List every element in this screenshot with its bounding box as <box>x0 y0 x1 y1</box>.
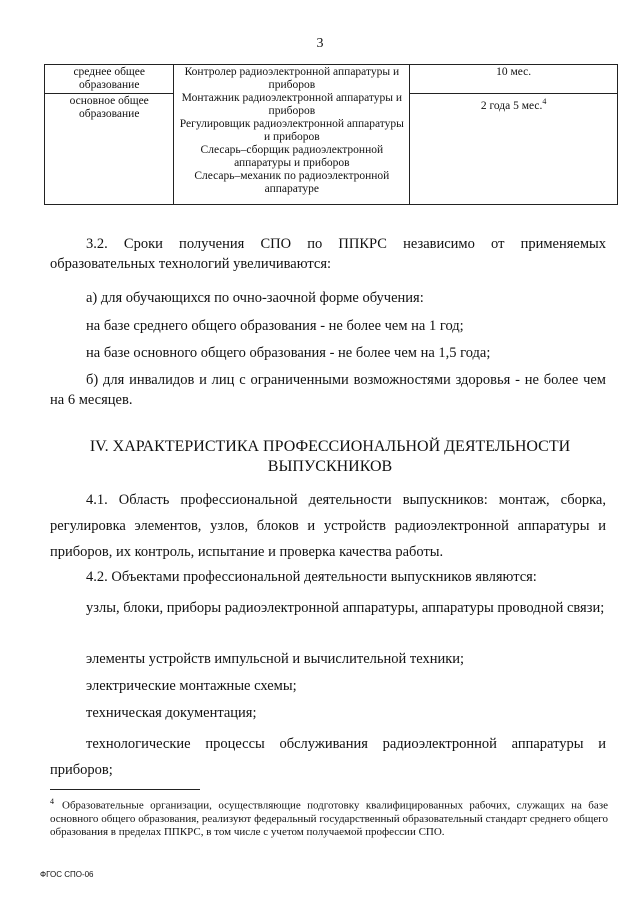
duration-cell: 10 мес. <box>410 65 618 94</box>
table-row <box>45 65 618 94</box>
paragraph-4-2-item: элементы устройств импульсной и вычислительной техники; <box>86 651 465 667</box>
document-footer: ФГОС СПО-06 <box>40 870 94 879</box>
paragraph-3-2-a-2: на базе основного общего образования - не более чем на 1,5 года; <box>86 345 491 361</box>
footnote-separator <box>50 789 200 790</box>
paragraph-4-1: 4.1. Область профессиональной деятельности выпускников: монтаж, сборка, регулировка элементов, узлов, блоков и устройств радиоэлектронной аппаратуры и приборов, их контроль, испытание и проверка качества работы. <box>50 492 606 560</box>
profession-item: Монтажник радиоэлектронной аппаратуры и приборов <box>181 92 403 117</box>
footnote-reference: 4 <box>542 97 547 106</box>
profession-item: Слесарь–сборщик радиоэлектронной аппаратуры и приборов <box>200 144 384 169</box>
footnote-text: Образовательные организации, осуществляющие подготовку квалифицированных рабочих, служащих на базе основного общего образования, реализуют федеральный государственный образовательный стандарт среднего общего образования в пределах ППКРС, в том числе с учетом получаемой профессии СПО. <box>50 799 608 838</box>
paragraph-3-2: 3.2. Сроки получения СПО по ППКРС независимо от применяемых образовательных технологий увеличиваются: <box>50 236 606 272</box>
professions-cell <box>174 65 410 205</box>
page-number: 3 <box>316 36 324 51</box>
paragraph-3-2-b: б) для инвалидов и лиц с ограниченными возможностями здоровья - не более чем на 6 месяцев. <box>50 372 606 408</box>
profession-item: Слесарь–механик по радиоэлектронной аппаратуре <box>194 170 390 195</box>
paragraph-3-2-a-1: на базе среднего общего образования - не более чем на 1 год; <box>86 318 464 334</box>
section-heading-line: IV. ХАРАКТЕРИСТИКА ПРОФЕССИОНАЛЬНОЙ ДЕЯТЕЛЬНОСТИ <box>89 438 571 455</box>
education-level-cell: среднее общее образование <box>45 65 174 94</box>
paragraph-4-2-item: технологические процессы обслуживания радиоэлектронной аппаратуры и приборов; <box>50 736 606 778</box>
paragraph-4-2-item: техническая документация; <box>86 705 257 721</box>
education-level-cell: основное общее образование <box>45 94 174 205</box>
profession-item: Контролер радиоэлектронной аппаратуры и приборов <box>184 66 400 91</box>
paragraph-4-2-item: электрические монтажные схемы; <box>86 678 297 694</box>
duration-cell: 2 года 5 мес.$^4$ <box>410 94 618 205</box>
education-duration-table <box>44 64 618 205</box>
footnote-mark: 4 <box>50 797 54 806</box>
section-heading <box>60 437 600 477</box>
footnote <box>50 795 608 839</box>
paragraph-4-2: 4.2. Объектами профессиональной деятельности выпускников являются: <box>86 569 537 585</box>
paragraph-3-2-a: а) для обучающихся по очно-заочной форме обучения: <box>86 290 424 306</box>
paragraph-4-2-item: узлы, блоки, приборы радиоэлектронной аппаратуры, аппаратуры проводной связи; <box>86 600 605 616</box>
profession-item: Регулировщик радиоэлектронной аппаратуры и приборов <box>179 118 404 143</box>
section-heading-line: ВЫПУСКНИКОВ <box>267 458 393 475</box>
